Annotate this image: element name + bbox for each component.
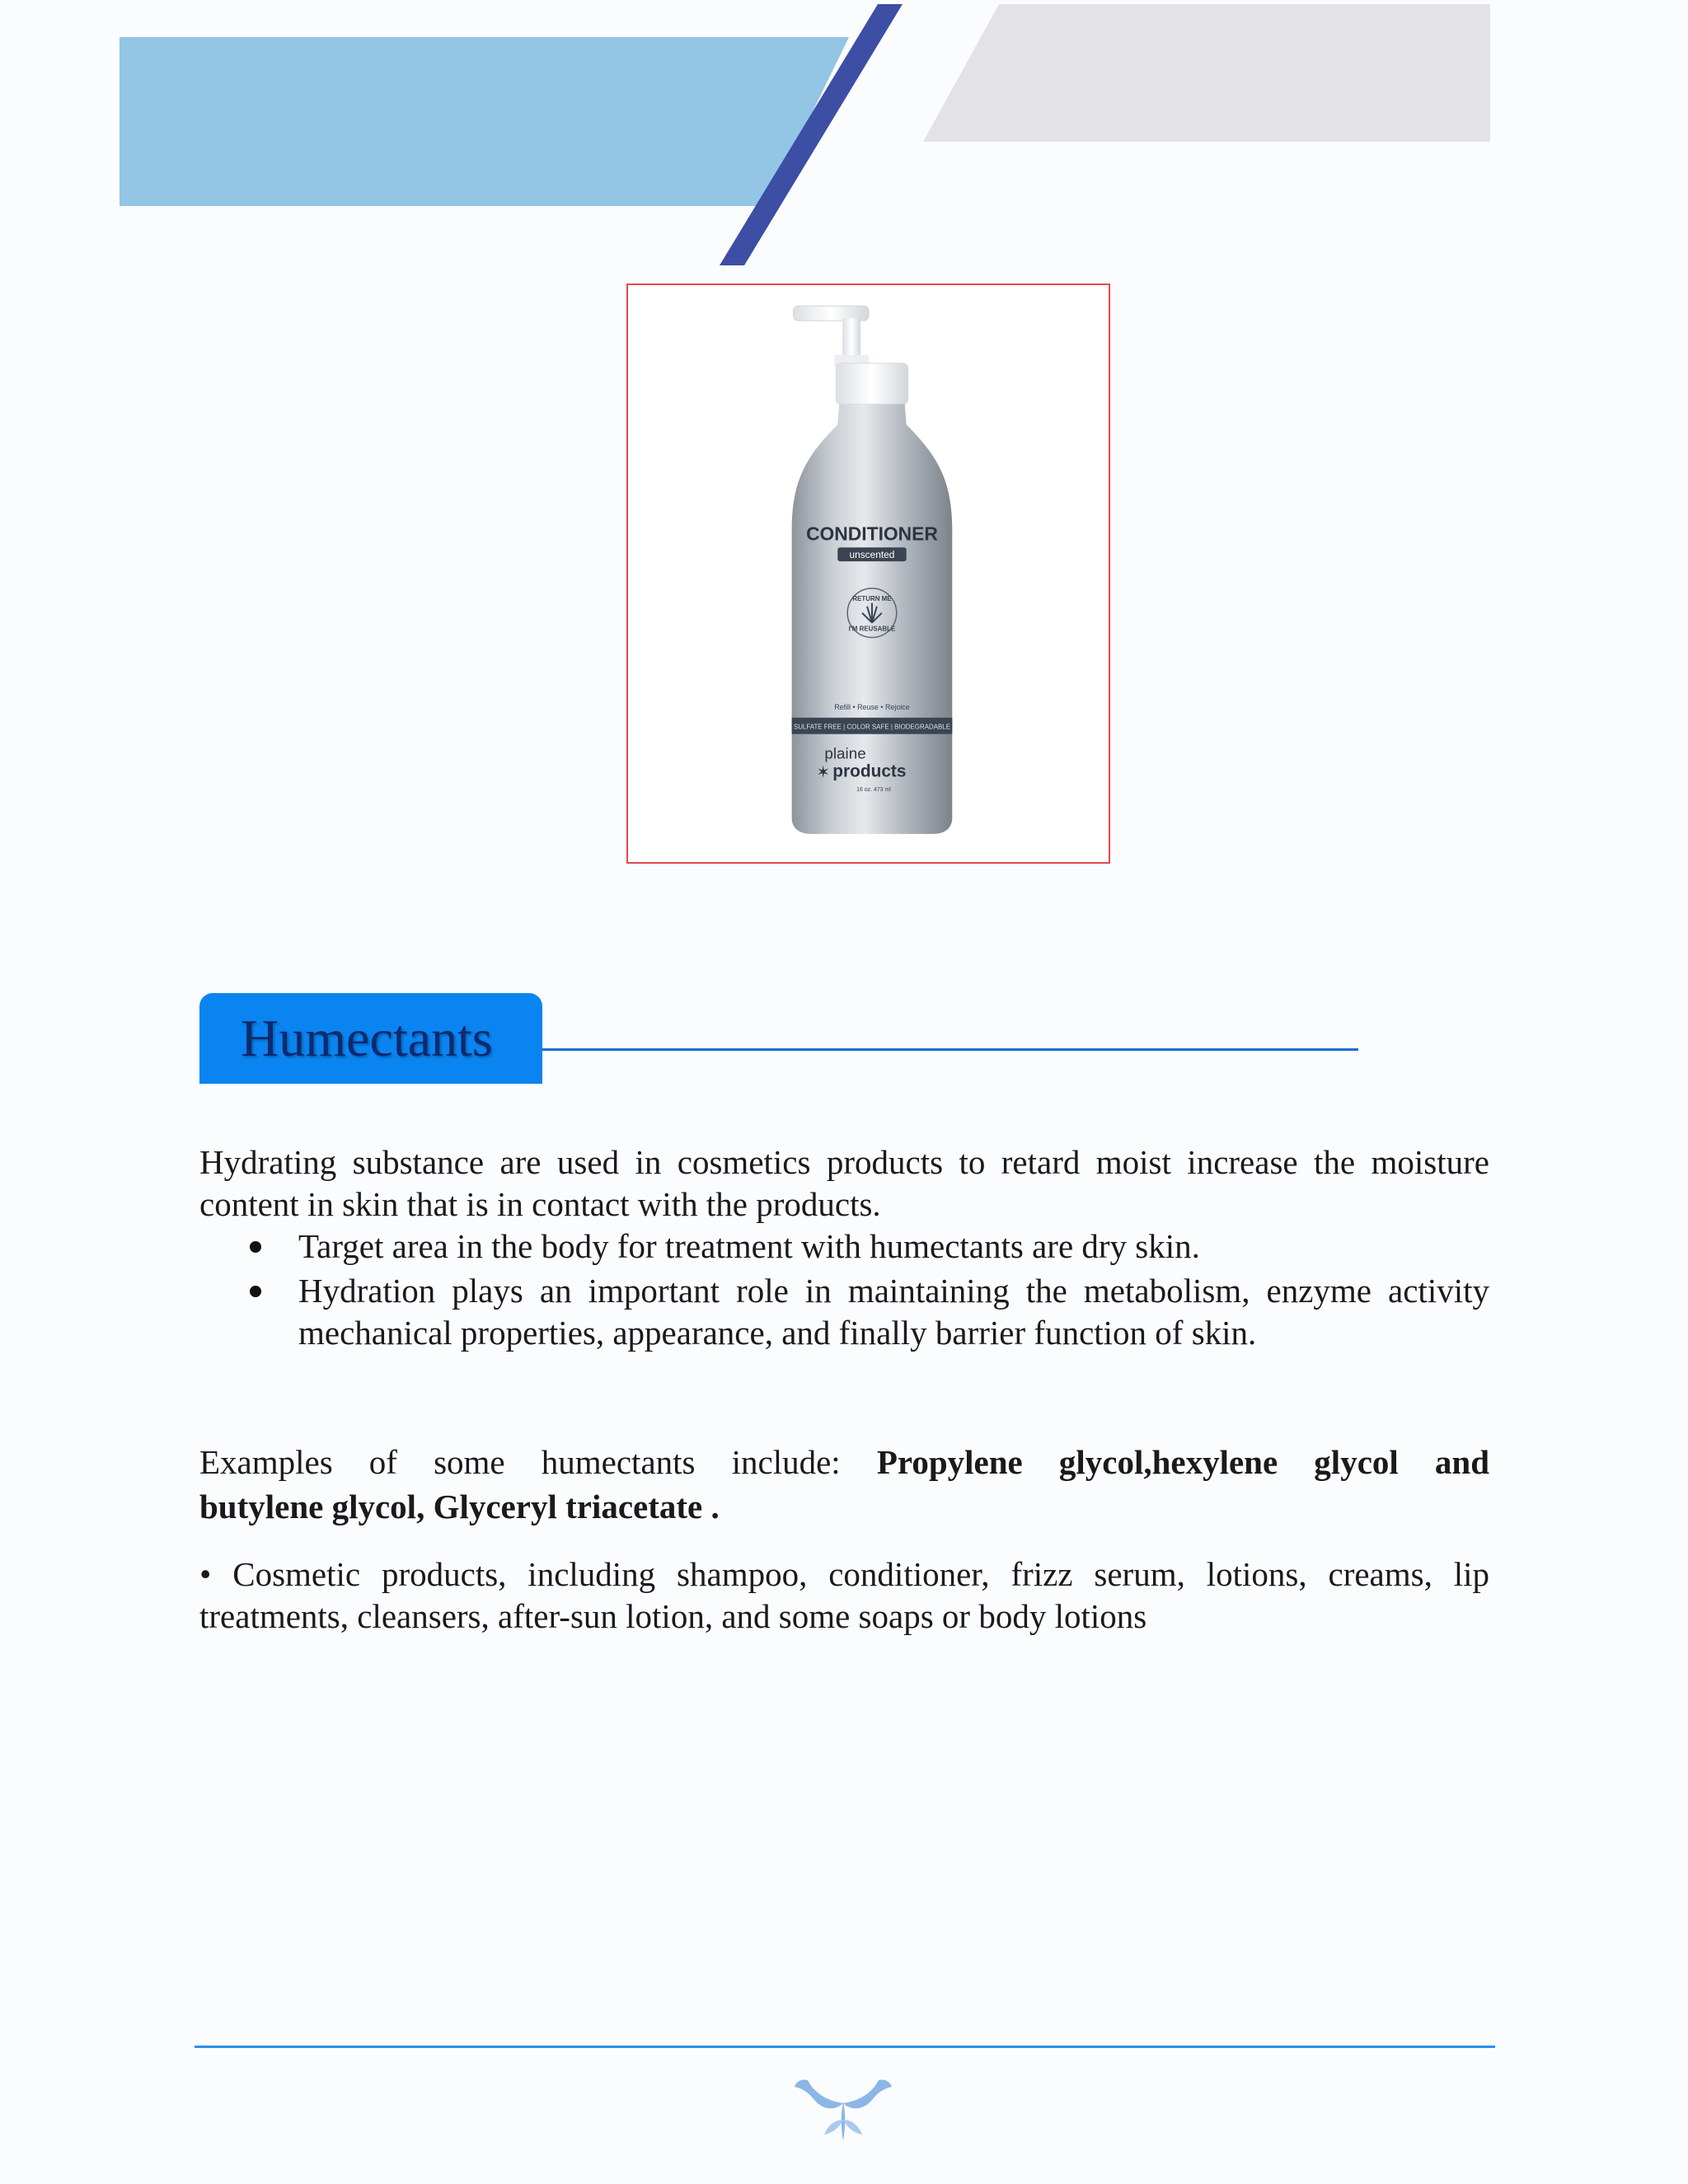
pump-stem <box>842 318 860 359</box>
bullet-list <box>199 1226 1489 1357</box>
badge-top-text: RETURN ME <box>852 594 892 602</box>
section-heading-rule <box>542 1048 1358 1051</box>
brand-line-2: products <box>832 762 907 781</box>
leaf-tree-icon <box>791 2069 895 2143</box>
banner-grey-band <box>923 4 1490 142</box>
products-paragraph: • Cosmetic products, including shampoo, conditioner, frizz serum, lotions, creams, lip treatments, cleansers, after-sun lotion, and some soaps or body lotions <box>199 1555 1489 1635</box>
footer-rule <box>195 2046 1495 2048</box>
header-decoration <box>0 0 1688 280</box>
brand-line-1: plaine <box>824 744 866 762</box>
examples-bold-1: Propylene glycol,hexylene glycol and <box>876 1443 1490 1481</box>
brand-star-icon: ✶ <box>816 762 831 782</box>
product-photo <box>626 284 1110 864</box>
tagline: Refill • Reuse • Rejoice <box>834 702 910 711</box>
bullet-icon <box>250 1241 261 1253</box>
section-heading: Humectants <box>241 1009 493 1067</box>
list-item <box>199 1226 1489 1268</box>
section-heading-tab <box>199 993 542 1084</box>
banner-blue-band <box>120 37 849 206</box>
bullet-text: Target area in the body for treatment with humectants are dry skin. <box>298 1227 1200 1265</box>
badge-bottom-text: I'M REUSABLE <box>848 625 896 633</box>
examples-paragraph <box>199 1440 1489 1529</box>
intro-paragraph: Hydrating substance are used in cosmetics products to retard moist increase the moisture content in skin that is in contact with the products. <box>199 1143 1489 1223</box>
bullet-text: Hydration plays an important role in maintaining the metabolism, enzyme activity mechanical properties, appearance, and finally barrier function of skin. <box>298 1272 1489 1352</box>
examples-lead: Examples of some humectants include: <box>199 1443 841 1481</box>
conditioner-bottle-illustration <box>628 285 1109 862</box>
list-item <box>199 1270 1489 1354</box>
examples-bold-2: butylene glycol, Glyceryl triacetate . <box>199 1488 720 1526</box>
pump-cap <box>836 363 907 405</box>
volume-text: 16 oz. 473 ml <box>856 787 891 794</box>
bullet-icon <box>250 1286 261 1297</box>
label-main: CONDITIONER <box>806 523 938 545</box>
label-sub: unscented <box>849 549 895 561</box>
band-text: SULFATE FREE | COLOR SAFE | BIODEGRADABLE <box>793 723 951 731</box>
examples-line-1 <box>199 1440 1489 1484</box>
